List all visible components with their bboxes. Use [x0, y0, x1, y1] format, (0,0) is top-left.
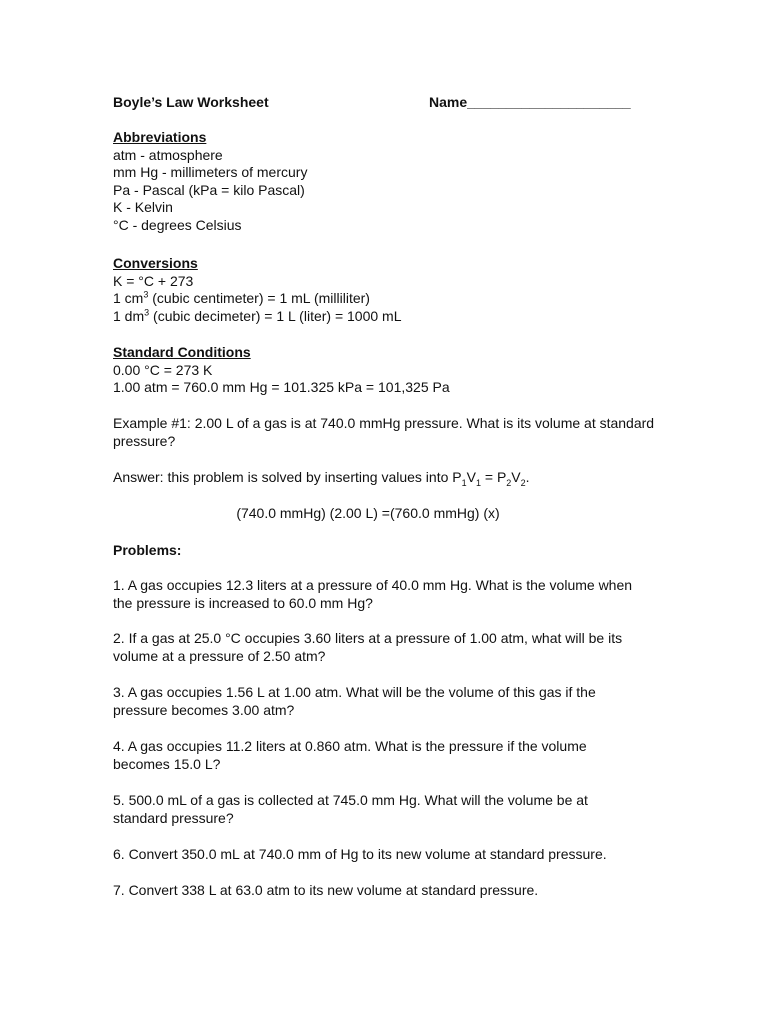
problem-item: 1. A gas occupies 12.3 liters at a pressure of 40.0 mm Hg. What is the volume when the pressure is increased to 60.0 mm Hg? [113, 577, 633, 611]
conversions-heading: Conversions [113, 255, 198, 271]
standard-condition-item: 1.00 atm = 760.0 mm Hg = 101.325 kPa = 101,325 Pa [113, 379, 450, 395]
example-paragraph [113, 415, 673, 450]
conversions-section [113, 255, 673, 325]
conversion-item: 1 $dm^3$ (cubic decimeter) = 1 L (liter) = 1000 mL [113, 306, 402, 324]
answer-line: Answer: this problem is solved by inserting values into $P_1V_1 = P_2V_2$. [113, 469, 530, 488]
conversion-item: 1 $cm^3$ (cubic centimeter) = 1 mL (milliliter) [113, 289, 370, 306]
standard-conditions-section [113, 344, 673, 397]
standard-condition-item: 0.00 °C = 273 K [113, 361, 213, 378]
abbreviations-heading: Abbreviations [113, 129, 207, 145]
abbreviation-item: Pa - Pascal (kPa = kilo Pascal) [113, 181, 305, 198]
abbreviation-item: mm Hg - millimeters of mercury [113, 164, 308, 180]
standard-conditions-heading: Standard Conditions [113, 344, 251, 360]
problems-heading-block [113, 542, 673, 560]
abbreviation-item: K - Kelvin [113, 199, 173, 215]
problem-item: 2. If a gas at 25.0 °C occupies 3.60 liters at a pressure of 1.00 atm, what will be its volume at a pressure of 2.50 atm? [113, 630, 623, 664]
example-equation: (740.0 mmHg) (2.00 L) =(760.0 mmHg) (x) [236, 505, 500, 521]
problem-item: 4. A gas occupies 11.2 liters at 0.860 atm. What is the pressure if the volume becomes 15.0 L? [113, 738, 587, 772]
problem-item: 3. A gas occupies 1.56 L at 1.00 atm. What will be the volume of this gas if the pressure becomes 3.00 atm? [113, 684, 596, 718]
page-title: Boyle’s Law Worksheet [113, 94, 269, 110]
example-text: Example #1: 2.00 L of a gas is at 740.0 mmHg pressure. What is its volume at standard pressure? [113, 415, 655, 449]
problem-item: 6. Convert 350.0 mL at 740.0 mm of Hg to its new volume at standard pressure. [113, 846, 607, 862]
abbreviation-item: atm - atmosphere [113, 146, 223, 163]
abbreviation-item: °C - degrees Celsius [113, 216, 242, 233]
equation [113, 505, 623, 523]
problem-item: 7. Convert 338 L at 63.0 atm to its new volume at standard pressure. [113, 882, 539, 898]
abbreviations-section [113, 129, 673, 234]
conversion-item: K = °C + 273 [113, 272, 194, 289]
problems-heading: Problems: [113, 542, 182, 558]
problem-item: 5. 500.0 mL of a gas is collected at 745.0 mm Hg. What will the volume be at standard pressure? [113, 792, 588, 826]
name-field: Name_____________________ [429, 94, 631, 110]
